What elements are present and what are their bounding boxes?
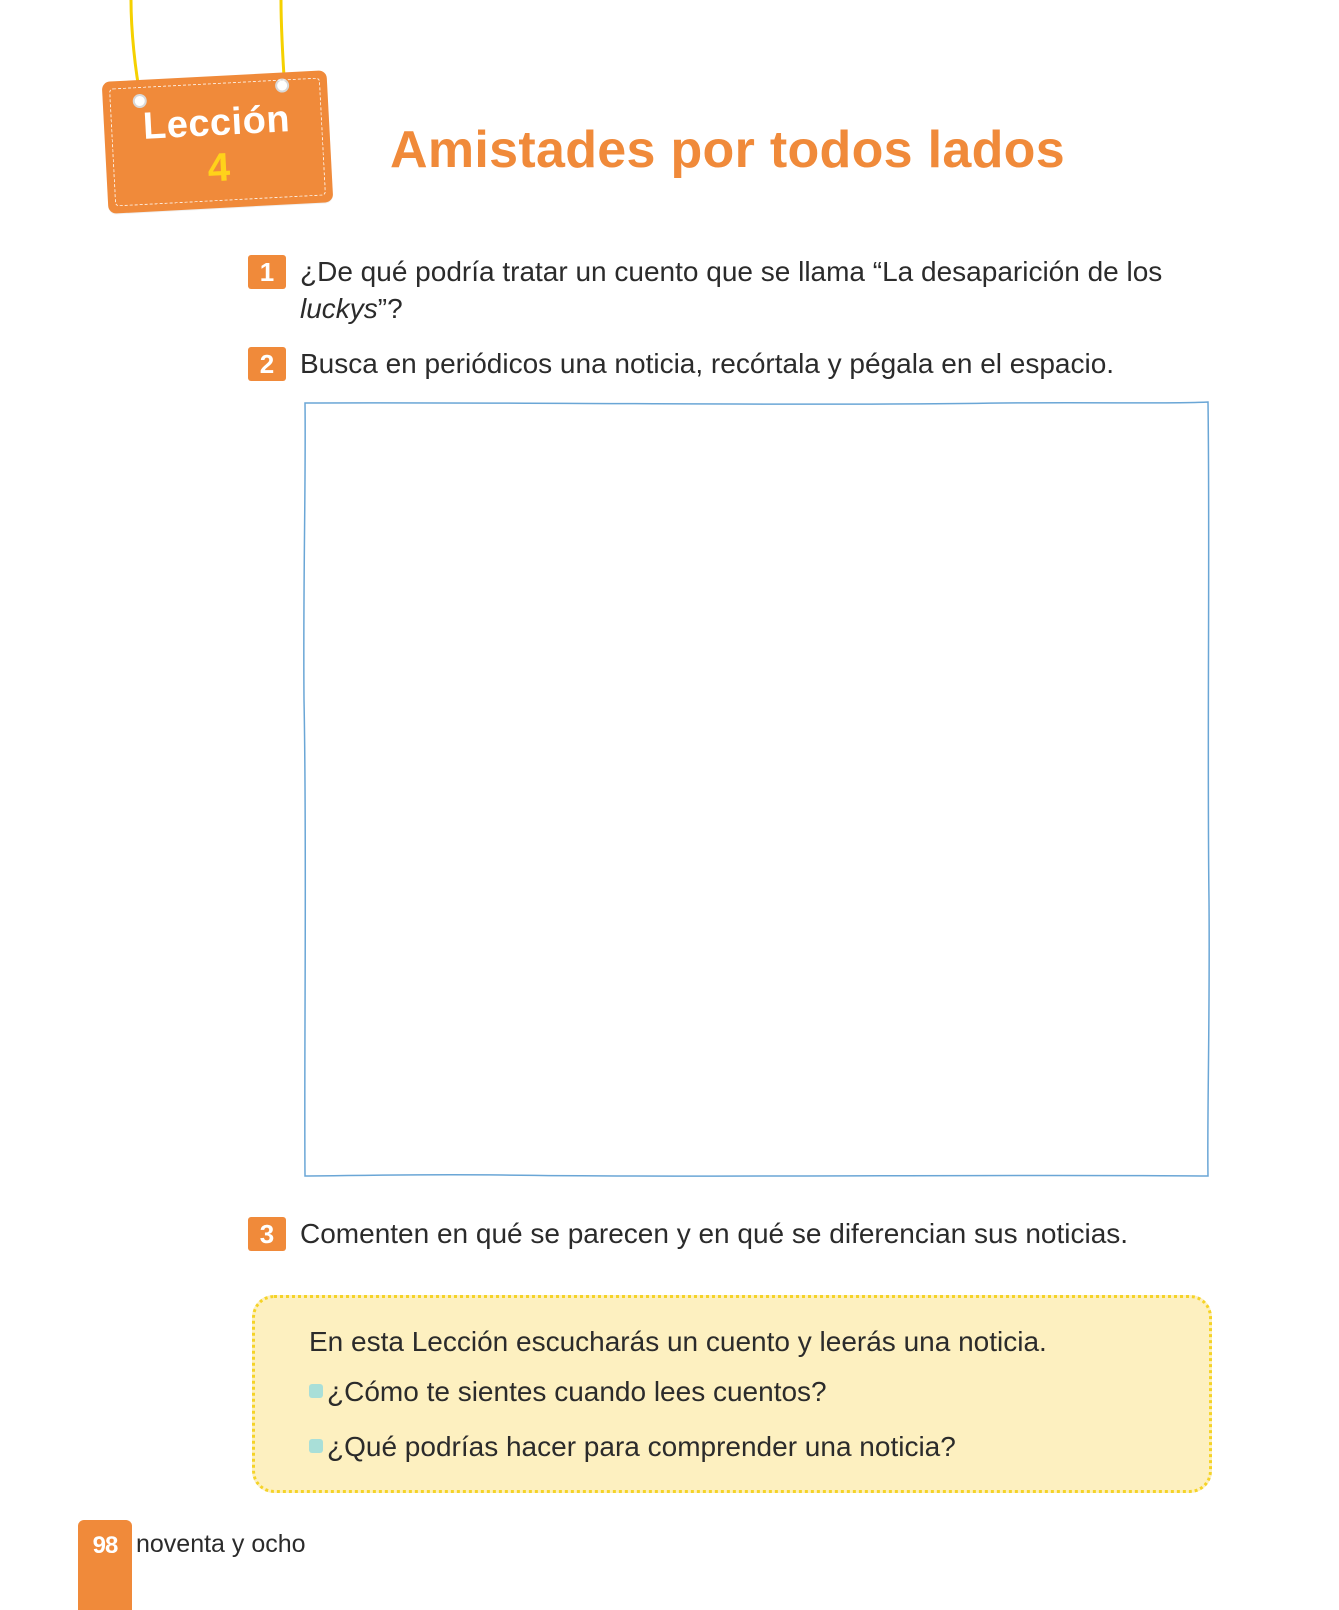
info-box-intro: En esta Lección escucharás un cuento y leerás una noticia. [309, 1326, 1047, 1357]
bullet-square-icon [309, 1384, 323, 1398]
tag-hole-right-icon [275, 78, 290, 93]
info-box-question-2-text: ¿Qué podrías hacer para comprender una noticia? [327, 1431, 956, 1462]
bullet-square-icon [309, 1439, 323, 1453]
activity-number-1: 1 [248, 255, 286, 289]
paste-area[interactable] [302, 400, 1214, 1180]
page-number: 98 [92, 1532, 118, 1559]
activity-1 [248, 253, 1228, 333]
activity-3 [248, 1215, 1228, 1255]
activity-number-2: 2 [248, 347, 286, 381]
activity-text-2: Busca en periódicos una noticia, recórtala y pégala en el espacio. [300, 348, 1115, 379]
activity-text-1-main: ¿De qué podría tratar un cuento que se llama “La desaparición de los [300, 256, 1163, 287]
page-title: Amistades por todos lados [390, 121, 1065, 179]
activity-2 [248, 345, 1228, 385]
paste-area-border [304, 402, 1209, 1176]
activity-text-1-italic: luckys [300, 293, 378, 324]
page-number-words: noventa y ocho [136, 1530, 306, 1558]
info-box [252, 1295, 1212, 1493]
lesson-tag [95, 0, 345, 225]
activity-text-3: Comenten en qué se parecen y en qué se diferencian sus noticias. [300, 1218, 1129, 1249]
info-box-question-1 [309, 1376, 827, 1408]
activity-text-1-end: ”? [377, 293, 403, 324]
activity-text-1 [300, 253, 1200, 327]
activity-number-3: 3 [248, 1217, 286, 1251]
page-number-tab [78, 1520, 132, 1610]
info-box-question-2 [309, 1431, 956, 1463]
lesson-tag-word: Lección [141, 98, 292, 148]
lesson-tag-number: 4 [206, 145, 232, 191]
lesson-tag-card [102, 70, 334, 214]
info-box-question-1-text: ¿Cómo te sientes cuando lees cuentos? [327, 1376, 827, 1407]
